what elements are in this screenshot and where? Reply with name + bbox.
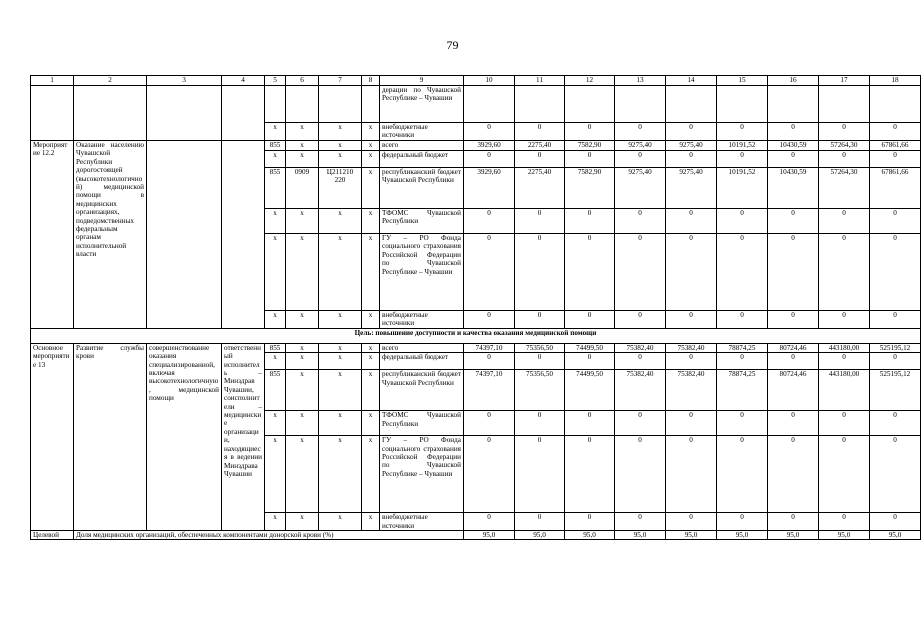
target-code: Ц211210 220 — [319, 168, 362, 209]
year-value: 0 — [464, 209, 515, 234]
table-row — [31, 141, 921, 151]
target-value: 95,0 — [819, 531, 870, 540]
empty-cell — [515, 86, 565, 123]
year-value: 7582,90 — [565, 168, 615, 209]
expense-code: x — [362, 141, 380, 151]
goal-row — [31, 328, 921, 343]
year-value: 0 — [819, 123, 870, 141]
column-number: 10 — [464, 76, 515, 86]
empty-cell — [222, 86, 265, 141]
target-code: x — [319, 513, 362, 531]
column-number: 7 — [319, 76, 362, 86]
year-value: 7582,90 — [565, 141, 615, 151]
year-value: 0 — [717, 234, 768, 311]
section-code: x — [286, 353, 319, 370]
year-value: 0 — [870, 151, 921, 168]
year-value: 57264,30 — [819, 168, 870, 209]
grbs-code: 855 — [265, 141, 286, 151]
section-code: x — [286, 411, 319, 436]
continuation-row — [31, 86, 921, 123]
year-value: 0 — [515, 151, 565, 168]
column-number: 5 — [265, 76, 286, 86]
grbs-code: 855 — [265, 343, 286, 352]
year-value: 0 — [565, 151, 615, 168]
year-value: 0 — [717, 123, 768, 141]
section-code: x — [286, 436, 319, 513]
section-code: x — [286, 234, 319, 311]
year-value: 443180,00 — [819, 370, 870, 411]
section-code: x — [286, 513, 319, 531]
year-value: 0 — [768, 123, 819, 141]
target-code: x — [319, 436, 362, 513]
empty-cell — [31, 86, 74, 141]
target-code: x — [319, 353, 362, 370]
funding-source: республиканский бюджет Чувашской Республики — [380, 168, 464, 209]
expense-code: x — [362, 168, 380, 209]
measure-name: Основное мероприятие 13 — [31, 343, 74, 530]
year-value: 0 — [615, 513, 666, 531]
year-value: 67861,66 — [870, 168, 921, 209]
year-value: 9275,40 — [615, 141, 666, 151]
year-value: 0 — [870, 234, 921, 311]
table-row — [31, 343, 921, 352]
target-code: x — [319, 370, 362, 411]
year-value: 80724,46 — [768, 343, 819, 352]
year-value: 75356,50 — [515, 343, 565, 352]
year-value: 0 — [565, 209, 615, 234]
year-value: 3929,60 — [464, 141, 515, 151]
year-value: 0 — [666, 234, 717, 311]
column-number: 2 — [74, 76, 147, 86]
funding-source: республиканский бюджет Чувашской Республики — [380, 370, 464, 411]
empty-cell — [286, 86, 319, 123]
empty-cell — [74, 86, 147, 141]
target-value: 95,0 — [666, 531, 717, 540]
year-value: 0 — [464, 411, 515, 436]
year-value: 67861,66 — [870, 141, 921, 151]
year-value: 0 — [870, 353, 921, 370]
year-value: 2275,40 — [515, 168, 565, 209]
target-code: x — [319, 123, 362, 141]
column-number: 4 — [222, 76, 265, 86]
year-value: 0 — [615, 151, 666, 168]
year-value: 0 — [565, 513, 615, 531]
year-value: 0 — [464, 234, 515, 311]
section-code: 0909 — [286, 168, 319, 209]
grbs-code: x — [265, 513, 286, 531]
expense-code: x — [362, 311, 380, 329]
year-value: 10191,52 — [717, 141, 768, 151]
year-value: 75382,40 — [666, 343, 717, 352]
year-value: 74499,50 — [565, 343, 615, 352]
year-value: 0 — [819, 209, 870, 234]
year-value: 80724,46 — [768, 370, 819, 411]
year-value: 0 — [768, 209, 819, 234]
year-value: 0 — [515, 353, 565, 370]
year-value: 74397,10 — [464, 370, 515, 411]
year-value: 0 — [666, 151, 717, 168]
column-number: 18 — [870, 76, 921, 86]
column-number: 12 — [565, 76, 615, 86]
expense-code: x — [362, 343, 380, 352]
year-value: 0 — [717, 513, 768, 531]
column-number: 3 — [147, 76, 222, 86]
year-value: 0 — [515, 513, 565, 531]
year-value: 0 — [464, 123, 515, 141]
funding-source: внебюджетные источники — [380, 513, 464, 531]
year-value: 0 — [717, 436, 768, 513]
year-value: 0 — [717, 209, 768, 234]
year-value: 75356,50 — [515, 370, 565, 411]
year-value: 3929,60 — [464, 168, 515, 209]
column-number: 11 — [515, 76, 565, 86]
grbs-code: x — [265, 209, 286, 234]
year-value: 0 — [615, 123, 666, 141]
year-value: 0 — [768, 513, 819, 531]
year-value: 9275,40 — [666, 141, 717, 151]
target-code: x — [319, 151, 362, 168]
year-value: 0 — [768, 411, 819, 436]
funding-source: ТФОМС Чувашской Республики — [380, 209, 464, 234]
empty-cell — [870, 86, 921, 123]
year-value: 78874,25 — [717, 370, 768, 411]
funding-source: всего — [380, 141, 464, 151]
grbs-code: x — [265, 151, 286, 168]
year-value: 0 — [666, 311, 717, 329]
target-value: 95,0 — [717, 531, 768, 540]
year-value: 74499,50 — [565, 370, 615, 411]
year-value: 0 — [819, 353, 870, 370]
year-value: 0 — [565, 311, 615, 329]
funding-source: федеральный бюджет — [380, 151, 464, 168]
column-number: 1 — [31, 76, 74, 86]
section-code: x — [286, 209, 319, 234]
year-value: 0 — [870, 436, 921, 513]
page-number: 79 — [446, 38, 459, 52]
grbs-code: x — [265, 411, 286, 436]
section-code: x — [286, 311, 319, 329]
year-value: 0 — [666, 513, 717, 531]
target-indicator-row — [31, 531, 921, 540]
empty-cell — [147, 141, 222, 329]
measure-description: Оказание населению Чувашской Республики дорогостоящей (высокотехнологичной) медицинской помощи в медицинских организациях, подведомственных федеральным органам исполнительной власти — [74, 141, 147, 329]
column-number: 16 — [768, 76, 819, 86]
empty-cell — [319, 86, 362, 123]
year-value: 0 — [615, 353, 666, 370]
measure-description: Развитие службы крови — [74, 343, 147, 530]
measure-goal: совершенствование оказания специализированной, включая высокотехнологичную, медицинской помощи — [147, 343, 222, 530]
column-number: 9 — [380, 76, 464, 86]
year-value: 0 — [515, 123, 565, 141]
expense-code: x — [362, 411, 380, 436]
target-value: 95,0 — [870, 531, 921, 540]
year-value: 525195,12 — [870, 370, 921, 411]
expense-code: x — [362, 151, 380, 168]
expense-code: x — [362, 370, 380, 411]
year-value: 0 — [615, 209, 666, 234]
expense-code: x — [362, 353, 380, 370]
grbs-code: x — [265, 311, 286, 329]
expense-code: x — [362, 234, 380, 311]
expense-code: x — [362, 123, 380, 141]
funding-source: ГУ – РО Фонда социального страхования Российской Федерации по Чувашской Республике – Чувашии — [380, 234, 464, 311]
year-value: 0 — [615, 311, 666, 329]
funding-source: всего — [380, 343, 464, 352]
funding-source: федеральный бюджет — [380, 353, 464, 370]
empty-cell — [565, 86, 615, 123]
column-number-row — [31, 76, 921, 86]
year-value: 0 — [615, 234, 666, 311]
year-value: 0 — [666, 123, 717, 141]
year-value: 75382,40 — [615, 370, 666, 411]
year-value: 0 — [819, 311, 870, 329]
year-value: 0 — [464, 436, 515, 513]
empty-cell — [147, 86, 222, 141]
expense-code: x — [362, 513, 380, 531]
expense-code: x — [362, 436, 380, 513]
year-value: 0 — [717, 411, 768, 436]
year-value: 0 — [666, 353, 717, 370]
year-value: 0 — [565, 234, 615, 311]
funding-source: ТФОМС Чувашской Республики — [380, 411, 464, 436]
empty-cell — [265, 86, 286, 123]
funding-source: ГУ – РО Фонда социального страхования Российской Федерации по Чувашской Республике – Чувашии — [380, 436, 464, 513]
column-number: 13 — [615, 76, 666, 86]
empty-cell — [362, 86, 380, 123]
year-value: 10430,59 — [768, 141, 819, 151]
target-code: x — [319, 411, 362, 436]
empty-cell — [717, 86, 768, 123]
year-value: 0 — [464, 311, 515, 329]
year-value: 0 — [717, 151, 768, 168]
target-value: 95,0 — [515, 531, 565, 540]
empty-cell — [615, 86, 666, 123]
section-code: x — [286, 123, 319, 141]
measure-name: Мероприятие 12.2 — [31, 141, 74, 329]
year-value: 0 — [515, 209, 565, 234]
grbs-code: 855 — [265, 168, 286, 209]
year-value: 525195,12 — [870, 343, 921, 352]
section-code: x — [286, 370, 319, 411]
year-value: 0 — [615, 411, 666, 436]
grbs-code: x — [265, 353, 286, 370]
target-value: 95,0 — [768, 531, 819, 540]
year-value: 0 — [515, 234, 565, 311]
grbs-code: x — [265, 234, 286, 311]
year-value: 0 — [515, 411, 565, 436]
section-code: x — [286, 141, 319, 151]
year-value: 0 — [768, 436, 819, 513]
target-label: Целевой — [31, 531, 74, 540]
year-value: 0 — [717, 353, 768, 370]
year-value: 0 — [666, 436, 717, 513]
grbs-code: x — [265, 436, 286, 513]
year-value: 0 — [819, 513, 870, 531]
funding-source: внебюджетные источники — [380, 123, 464, 141]
year-value: 0 — [464, 353, 515, 370]
target-code: x — [319, 209, 362, 234]
year-value: 0 — [819, 411, 870, 436]
target-code: x — [319, 141, 362, 151]
goal-heading: Цель: повышение доступности и качества оказания медицинской помощи — [31, 328, 921, 343]
funding-source: дерации по Чувашской Республике – Чувашии — [380, 86, 464, 123]
target-code: x — [319, 234, 362, 311]
year-value: 0 — [768, 234, 819, 311]
year-value: 0 — [768, 353, 819, 370]
budget-table — [30, 75, 921, 540]
target-value: 95,0 — [464, 531, 515, 540]
year-value: 0 — [819, 234, 870, 311]
year-value: 0 — [870, 209, 921, 234]
year-value: 0 — [464, 513, 515, 531]
column-number: 15 — [717, 76, 768, 86]
year-value: 0 — [870, 311, 921, 329]
year-value: 0 — [870, 123, 921, 141]
empty-cell — [222, 141, 265, 329]
target-code: x — [319, 311, 362, 329]
year-value: 0 — [666, 209, 717, 234]
year-value: 0 — [717, 311, 768, 329]
year-value: 0 — [615, 436, 666, 513]
target-value: 95,0 — [565, 531, 615, 540]
year-value: 0 — [565, 436, 615, 513]
year-value: 74397,10 — [464, 343, 515, 352]
year-value: 9275,40 — [666, 168, 717, 209]
section-code: x — [286, 343, 319, 352]
year-value: 10191,52 — [717, 168, 768, 209]
year-value: 0 — [464, 151, 515, 168]
year-value: 0 — [870, 411, 921, 436]
year-value: 0 — [819, 436, 870, 513]
expense-code: x — [362, 209, 380, 234]
empty-cell — [666, 86, 717, 123]
year-value: 0 — [768, 311, 819, 329]
measure-executor: ответственный исполнитель – Минздрав Чувашии, соисполнители – медицинские организации, находящиеся в ведении Минздрава Чувашии — [222, 343, 265, 530]
grbs-code: 855 — [265, 370, 286, 411]
year-value: 0 — [565, 353, 615, 370]
empty-cell — [768, 86, 819, 123]
year-value: 0 — [565, 123, 615, 141]
year-value: 0 — [819, 151, 870, 168]
target-value: 95,0 — [615, 531, 666, 540]
column-number: 8 — [362, 76, 380, 86]
year-value: 10430,59 — [768, 168, 819, 209]
year-value: 443180,00 — [819, 343, 870, 352]
funding-source: внебюджетные источники — [380, 311, 464, 329]
year-value: 78874,25 — [717, 343, 768, 352]
empty-cell — [464, 86, 515, 123]
column-number: 14 — [666, 76, 717, 86]
year-value: 75382,40 — [615, 343, 666, 352]
year-value: 2275,40 — [515, 141, 565, 151]
section-code: x — [286, 151, 319, 168]
grbs-code: x — [265, 123, 286, 141]
year-value: 75382,40 — [666, 370, 717, 411]
year-value: 0 — [666, 411, 717, 436]
column-number: 6 — [286, 76, 319, 86]
empty-cell — [819, 86, 870, 123]
column-number: 17 — [819, 76, 870, 86]
year-value: 0 — [515, 311, 565, 329]
year-value: 57264,30 — [819, 141, 870, 151]
target-code: x — [319, 343, 362, 352]
year-value: 9275,40 — [615, 168, 666, 209]
year-value: 0 — [565, 411, 615, 436]
year-value: 0 — [870, 513, 921, 531]
year-value: 0 — [768, 151, 819, 168]
target-indicator: Доля медицинских организаций, обеспеченных компонентами донорской крови (%) — [74, 531, 464, 540]
year-value: 0 — [515, 436, 565, 513]
